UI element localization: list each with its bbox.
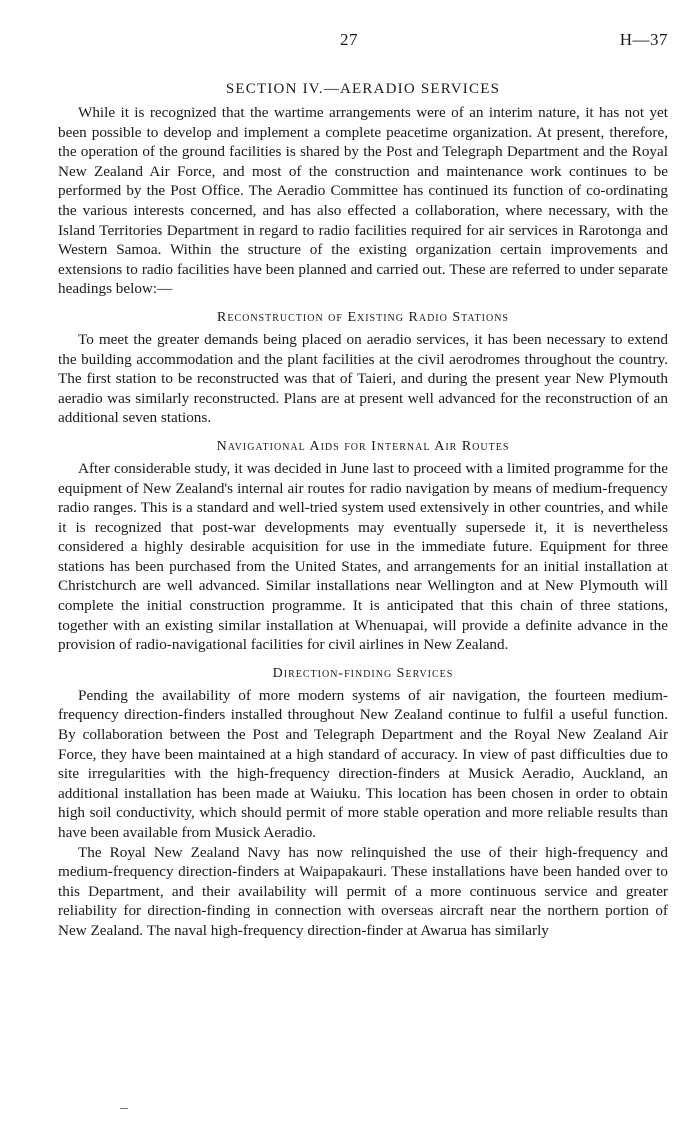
section-reconstruction [58, 307, 668, 428]
section-navigational-aids [58, 436, 668, 655]
print-mark [120, 1108, 128, 1109]
body-paragraph: After considerable study, it was decided in June last to proceed with a limited programme for the equipment of New Zealand's internal air routes for radio navigation by means of medium-frequency radio ranges. This is a standard and well-tried system used extensively in other countries, and while it is recognized that post-war developments may eventually supersede it, it is nevertheless considered a highly desirable acquisition for use in the immediate future. Equipment for three stations has been purchased from the United States, and arrangements for an initial installation at Christchurch are well advanced. Similar installations near Wellington and at New Plymouth will complete the initial construction programme. It is anticipated that this chain of three stations, together with an existing similar installation at Whenuapai, will provide a definite advance in the provision of radio-navigational facilities for civil airlines in New Zealand. [58, 459, 668, 654]
running-header [58, 30, 668, 52]
document-reference: H—37 [619, 30, 668, 49]
body-paragraph: Pending the availability of more modern systems of air navigation, the fourteen medium-frequency direction-finders installed throughout New Zealand continue to fulfil a useful function. By collaboration between the Post and Telegraph Department and the Royal New Zealand Air Force, they have been maintained at a high standard of accuracy. In view of past difficulties due to site irregularities with the high-frequency direction-finders at Musick Aeradio, Auckland, an additional installation has been made at Waiuku. This location has been chosen in order to obtain high soil conductivity, which should permit of more stable operation and more reliable results than have been available from Musick Aeradio. [58, 686, 668, 841]
body-paragraph: The Royal New Zealand Navy has now relinquished the use of their high-frequency and medium-frequency direction-finders at Waipapakauri. These installations have been handed over to this Department, and their availability will permit of a more continuous service and greater reliability for direction-finding in connection with overseas aircraft near the northern portion of New Zealand. The naval high-frequency direction-finder at Awarua has similarly [58, 843, 668, 939]
body-paragraph: To meet the greater demands being placed on aeradio services, it has been necessary to extend the building accommodation and the plant facilities at the civil aerodromes throughout the country. The first station to be reconstructed was that of Taieri, and during the present year New Plymouth aeradio was similarly reconstructed. Plans are at present well advanced for the reconstruction of an additional seven stations. [58, 330, 668, 427]
subheading: Navigational Aids for Internal Air Routes [216, 438, 510, 454]
intro-paragraph: While it is recognized that the wartime arrangements were of an interim nature, it has not yet been possible to develop and implement a complete peacetime organization. At present, therefore, the operation of the ground facilities is shared by the Post and Telegraph Department and the Royal New Zealand Air Force, and most of the construction and maintenance work continues to be performed by the Post Office. The Aeradio Committee has continued its function of co-ordinating the various interests concerned, and has also effected a collaboration, where necessary, with the Island Territories Department in regard to radio facilities required for air services in Rarotonga and Western Samoa. Within the structure of the existing organization certain improvements and extensions to radio facilities have been planned and carried out. These are referred to under separate headings below:— [58, 104, 668, 298]
section-title: SECTION IV.—AERADIO SERVICES [225, 81, 501, 97]
section-direction-finding [58, 663, 668, 941]
subheading: Reconstruction of Existing Radio Stations [217, 309, 509, 325]
page-number: 27 [340, 30, 358, 49]
document-page [58, 30, 668, 941]
subheading: Direction-finding Services [272, 665, 454, 681]
